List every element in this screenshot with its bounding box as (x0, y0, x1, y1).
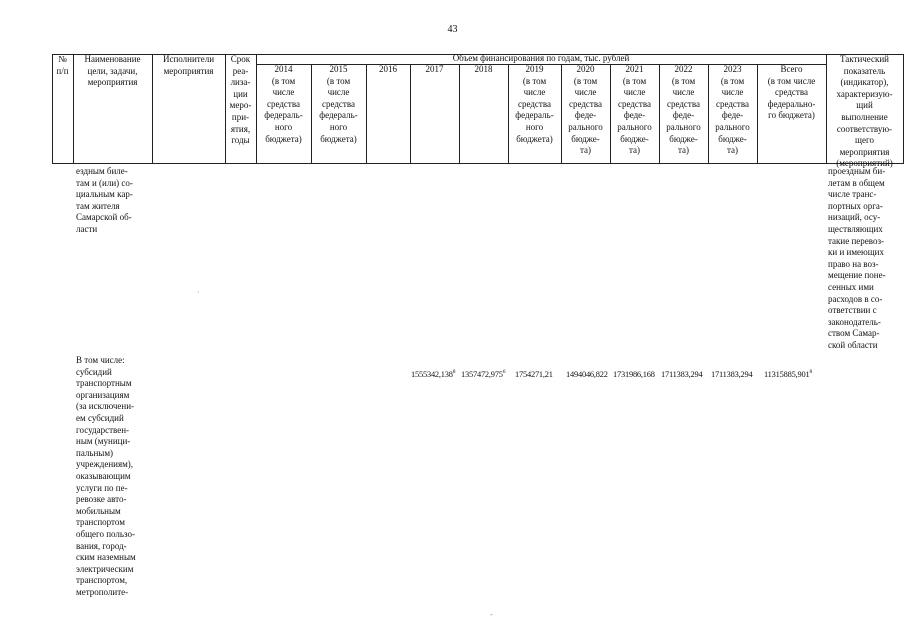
header-year-2015: 2015 (в том числе средства федераль- ного бюджета) (319, 64, 358, 144)
header-year-2016: 2016 (379, 64, 397, 74)
value-2020: 1494046,822 (566, 370, 608, 379)
header-year-2020: 2020 (в том числе средства феде- рального бюдже- та) (568, 64, 603, 156)
row1-indicator: проездным би- летам в общем числе транс- портных орга- низаций, осу- ществляющих такие перевоз- ки и имеющих право на воз- мещение поне- сенных ими расходов в со- ответствии с законодатель- ством Самар- ской области (828, 166, 886, 350)
scan-speck: - (490, 610, 493, 619)
value-2018: 1357472,975$^6$ (461, 369, 506, 379)
table-header (0, 53, 905, 169)
value-2019: 1754271,21 (515, 370, 553, 379)
row1-name: ездным биле- там и (или) со- циальным кар- там жителя Самарской об- ласти (76, 166, 133, 234)
header-name: Наименование цели, задачи, мероприятия (84, 54, 141, 88)
scan-speck: · (197, 288, 200, 297)
header-year-2014: 2014 (в том числе средства федераль- ного бюджета) (264, 64, 303, 144)
row2-name: В том числе: субсидий транспортным организациям (за исключени- ем субсидий государствен- ным (муници- пальным) учреждениям), оказывающим услуги по пе- ревозке авто- мобильным транспортом общего пользо- вания, город- ским наземным электрическим транспортом, метрополите- (76, 355, 136, 597)
value-2022: 1711383,294 (661, 370, 703, 379)
header-year-2017: 2017 (425, 64, 444, 74)
value-2021: 1731986,168 (613, 370, 655, 379)
header-year-2019: 2019 (в том числе средства федераль- ного бюджета) (515, 64, 554, 144)
value-2023: 1711383,294 (711, 370, 753, 379)
value-2017: 1555342,138$^8$ (411, 369, 456, 379)
header-year-2022: 2022 (в том числе средства феде- рального бюдже- та) (666, 64, 701, 156)
value-total: 11315885,901$^8$ (764, 369, 813, 379)
header-year-2018: 2018 (474, 64, 493, 74)
header-executors: Исполнители мероприятия (162, 54, 215, 76)
header-indicator: Тактический показатель (индикатор), характеризую- щий выполнение соответствую- щего мероприятия (мероприятий) (836, 54, 893, 169)
header-num: № п/п (56, 54, 69, 76)
header-year-total: Всего (в том числе средства федерально- го бюджета) (767, 64, 816, 121)
header-term: Срок реа- лиза- ции меро- при- ятия, годы (229, 54, 252, 146)
page-number: 43 (447, 24, 458, 35)
header-financing-title: Объем финансирования по годам, тыс. рублей (452, 53, 630, 63)
header-year-2021: 2021 (в том числе средства феде- рального бюдже- та) (617, 64, 652, 156)
header-year-2023: 2023 (в том числе средства феде- рального бюдже- та) (715, 64, 750, 156)
